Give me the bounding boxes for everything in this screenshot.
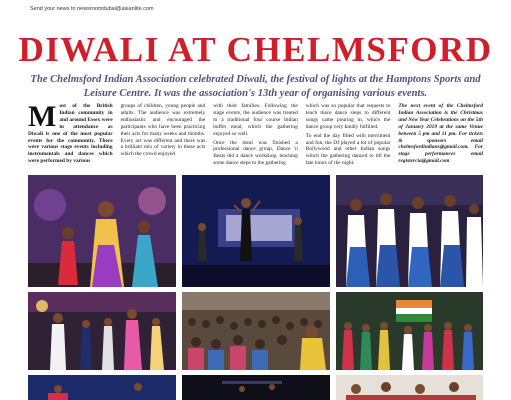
article-column-4 [306, 103, 391, 169]
children-stage-illustration [28, 292, 176, 370]
article-text-4b: To end the day filled with merriment and fun, the DJ played a lot of popular Bollywood and other Indian songs which the gathering danced to till the late hours of the night. [305, 132, 391, 167]
article-text-2: groups of children, young people and adults. The audience was extremely enthusiastic and encouraged the participants who have been practicing their acts for many weeks and months. Every act was different and there was a brilliant mix of variety in these acts which the crowd enjoyed [120, 103, 206, 158]
photo-group-dancers [336, 292, 483, 370]
newsroom-contact: Send your news to newsroomdubai@asianlite.com [30, 6, 154, 12]
photo-girls-costumes [28, 175, 176, 287]
drop-cap: M [28, 100, 57, 133]
girls-costumes-illustration [28, 175, 176, 287]
bottom-left-illustration [28, 375, 176, 400]
article-column-3 [213, 103, 298, 169]
article-column-1 [28, 100, 113, 169]
bottom-right-illustration [336, 375, 483, 400]
headline: DIWALI AT CHELMSFORD [18, 30, 493, 69]
bottom-middle-illustration [182, 375, 330, 400]
event-notice: The next event of the Chelmsford Indian Association is the Christmas and New Year Celebrations on the 5th of January 2019 at the same Venue between 5 pm and 11 pm. For tickets & sponsors email chelmsfordindians@gmail.com. For stage performances email registercia@gmail.com [398, 103, 483, 165]
subheadline: The Chelmsford Indian Association celebrated Diwali, the festival of lights at the Hamptons Sports and Leisure Centre. It was the association's 13th year of organising various events. [30, 74, 481, 99]
article-text-4a: which was so popular that requests to teach more dance steps to different songs came pouring in, which the dance group very kindly fulfilled. [305, 103, 391, 130]
audience-illustration [182, 292, 330, 370]
women-dancers-illustration [336, 175, 483, 287]
article-text-3b: Once the meal was finished a professional dance group, Dance 'n Beats did a dance workshop, teaching some dance steps to the gathering [213, 139, 298, 167]
article-body [28, 100, 483, 169]
photo-audience [182, 292, 330, 370]
photo-women-dancers [336, 175, 483, 287]
article-text-3a: with their families. Following the stage events, the audience was treated to a traditional four course Indian buffet meal, which the gathering enjoyed so well. [213, 103, 298, 137]
photo-children-stage [28, 292, 176, 370]
photo-bottom-right [336, 375, 483, 400]
group-dancers-illustration [336, 292, 483, 370]
article-column-2 [121, 103, 206, 169]
photo-bottom-left [28, 375, 176, 400]
photo-stage-dancers [182, 175, 330, 287]
photo-bottom-middle [182, 375, 330, 400]
article-text-1: ost of the British Indian community in and around Essex were in attendance as Diwali is one of the most popular events for the community. There were various stage events including instrumentals and dances which were performed by various [28, 103, 113, 165]
stage-dancers-illustration [182, 175, 330, 287]
article-column-5 [398, 103, 483, 169]
